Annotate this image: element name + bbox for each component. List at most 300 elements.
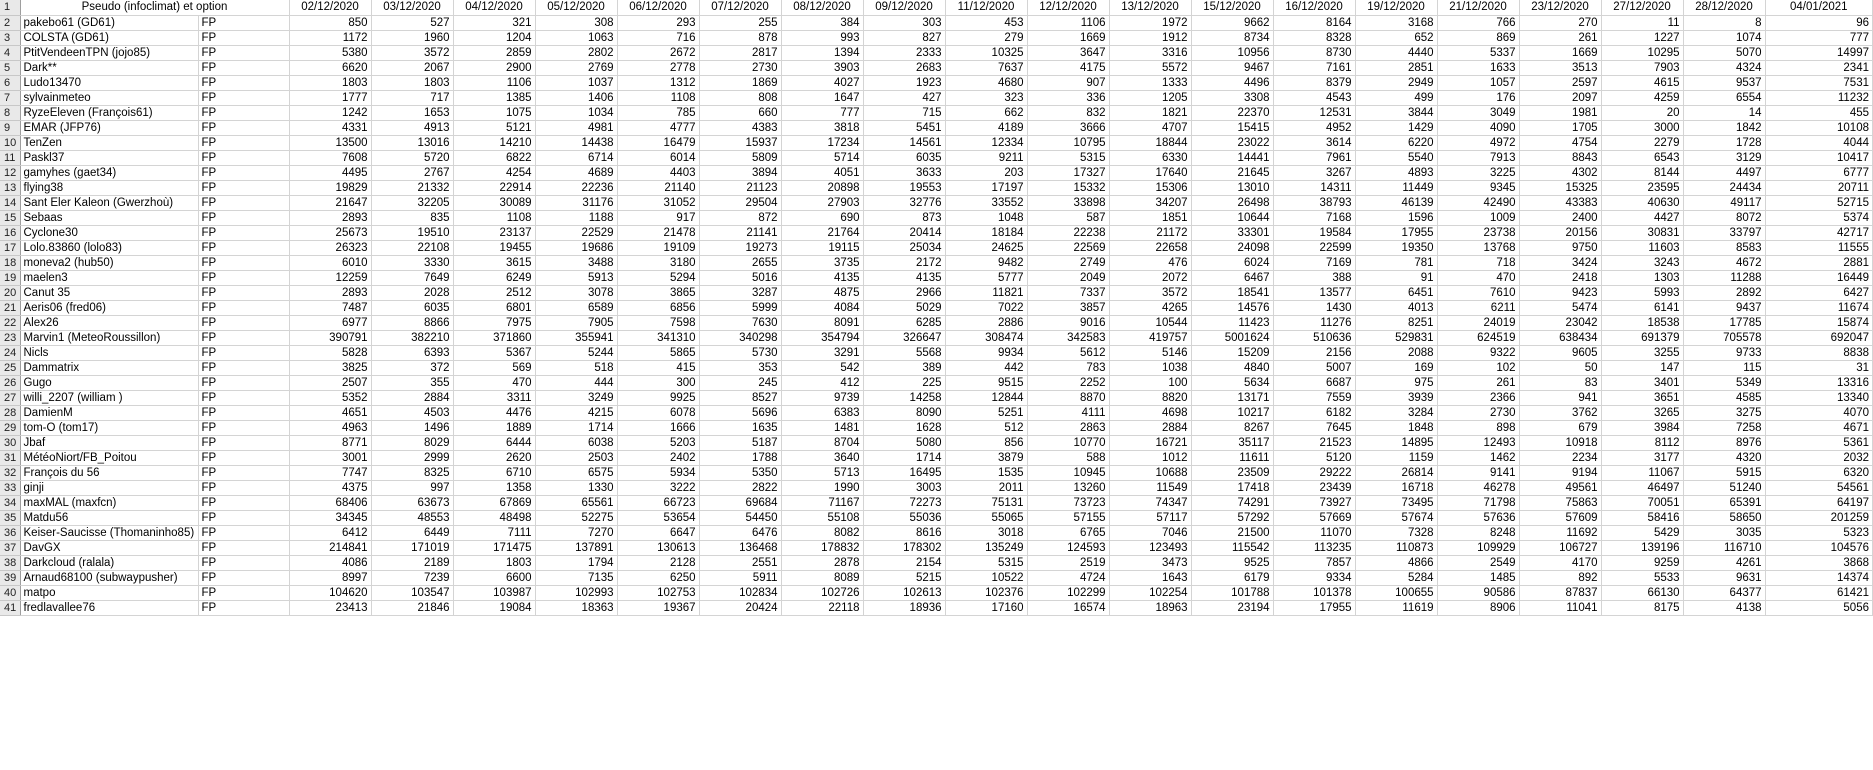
value-cell[interactable]: 1430 bbox=[1273, 300, 1355, 315]
value-cell[interactable]: 1635 bbox=[699, 420, 781, 435]
option-cell[interactable]: FP bbox=[198, 150, 289, 165]
value-cell[interactable]: 4503 bbox=[371, 405, 453, 420]
value-cell[interactable]: 19510 bbox=[371, 225, 453, 240]
pseudo-cell[interactable]: moneva2 (hub50) bbox=[20, 255, 198, 270]
value-cell[interactable]: 14258 bbox=[863, 390, 945, 405]
value-cell[interactable]: 1803 bbox=[289, 75, 371, 90]
value-cell[interactable]: 11423 bbox=[1191, 315, 1273, 330]
value-cell[interactable]: 7608 bbox=[289, 150, 371, 165]
value-cell[interactable]: 5828 bbox=[289, 345, 371, 360]
value-cell[interactable]: 470 bbox=[1437, 270, 1519, 285]
value-cell[interactable]: 5367 bbox=[453, 345, 535, 360]
pseudo-cell[interactable]: maxMAL (maxfcn) bbox=[20, 495, 198, 510]
value-cell[interactable]: 12259 bbox=[289, 270, 371, 285]
value-cell[interactable]: 1705 bbox=[1519, 120, 1601, 135]
value-cell[interactable]: 453 bbox=[945, 15, 1027, 30]
value-cell[interactable]: 2333 bbox=[863, 45, 945, 60]
value-cell[interactable]: 2341 bbox=[1765, 60, 1872, 75]
value-cell[interactable]: 354794 bbox=[781, 330, 863, 345]
value-cell[interactable]: 1330 bbox=[535, 480, 617, 495]
option-cell[interactable]: FP bbox=[198, 30, 289, 45]
value-cell[interactable]: 1106 bbox=[1027, 15, 1109, 30]
value-cell[interactable]: 5315 bbox=[945, 555, 1027, 570]
value-cell[interactable]: 270 bbox=[1519, 15, 1601, 30]
value-cell[interactable]: 3818 bbox=[781, 120, 863, 135]
value-cell[interactable]: 5337 bbox=[1437, 45, 1519, 60]
value-cell[interactable]: 444 bbox=[535, 375, 617, 390]
value-cell[interactable]: 13260 bbox=[1027, 480, 1109, 495]
value-cell[interactable]: 18936 bbox=[863, 600, 945, 615]
header-date-cell[interactable]: 27/12/2020 bbox=[1601, 0, 1683, 15]
value-cell[interactable]: 7598 bbox=[617, 315, 699, 330]
value-cell[interactable]: 102254 bbox=[1109, 585, 1191, 600]
value-cell[interactable]: 624519 bbox=[1437, 330, 1519, 345]
value-cell[interactable]: 1889 bbox=[453, 420, 535, 435]
pseudo-cell[interactable]: Matdu56 bbox=[20, 510, 198, 525]
value-cell[interactable]: 6220 bbox=[1355, 135, 1437, 150]
value-cell[interactable]: 10108 bbox=[1765, 120, 1872, 135]
value-cell[interactable]: 4027 bbox=[781, 75, 863, 90]
value-cell[interactable]: 470 bbox=[453, 375, 535, 390]
value-cell[interactable]: 8328 bbox=[1273, 30, 1355, 45]
value-cell[interactable]: 3894 bbox=[699, 165, 781, 180]
value-cell[interactable]: 5350 bbox=[699, 465, 781, 480]
value-cell[interactable]: 8730 bbox=[1273, 45, 1355, 60]
value-cell[interactable]: 5612 bbox=[1027, 345, 1109, 360]
value-cell[interactable]: 11821 bbox=[945, 285, 1027, 300]
value-cell[interactable]: 32776 bbox=[863, 195, 945, 210]
value-cell[interactable]: 23413 bbox=[289, 600, 371, 615]
value-cell[interactable]: 21141 bbox=[699, 225, 781, 240]
value-cell[interactable]: 23137 bbox=[453, 225, 535, 240]
value-cell[interactable]: 4375 bbox=[289, 480, 371, 495]
pseudo-cell[interactable]: fredlavallee76 bbox=[20, 600, 198, 615]
value-cell[interactable]: 21647 bbox=[289, 195, 371, 210]
value-cell[interactable]: 178832 bbox=[781, 540, 863, 555]
option-cell[interactable]: FP bbox=[198, 435, 289, 450]
value-cell[interactable]: 14441 bbox=[1191, 150, 1273, 165]
pseudo-cell[interactable]: Ludo13470 bbox=[20, 75, 198, 90]
value-cell[interactable]: 33301 bbox=[1191, 225, 1273, 240]
value-cell[interactable]: 389 bbox=[863, 360, 945, 375]
value-cell[interactable]: 43383 bbox=[1519, 195, 1601, 210]
value-cell[interactable]: 2128 bbox=[617, 555, 699, 570]
header-date-cell[interactable]: 21/12/2020 bbox=[1437, 0, 1519, 15]
value-cell[interactable]: 22370 bbox=[1191, 105, 1273, 120]
value-cell[interactable]: 2252 bbox=[1027, 375, 1109, 390]
value-cell[interactable]: 19115 bbox=[781, 240, 863, 255]
value-cell[interactable]: 390791 bbox=[289, 330, 371, 345]
value-cell[interactable]: 2672 bbox=[617, 45, 699, 60]
header-date-cell[interactable]: 09/12/2020 bbox=[863, 0, 945, 15]
value-cell[interactable]: 6078 bbox=[617, 405, 699, 420]
value-cell[interactable]: 3572 bbox=[1109, 285, 1191, 300]
pseudo-cell[interactable]: PtitVendeenTPN (jojo85) bbox=[20, 45, 198, 60]
value-cell[interactable]: 777 bbox=[1765, 30, 1872, 45]
value-cell[interactable]: 5029 bbox=[863, 300, 945, 315]
value-cell[interactable]: 102299 bbox=[1027, 585, 1109, 600]
value-cell[interactable]: 6575 bbox=[535, 465, 617, 480]
value-cell[interactable]: 2072 bbox=[1109, 270, 1191, 285]
value-cell[interactable]: 11692 bbox=[1519, 525, 1601, 540]
value-cell[interactable]: 6710 bbox=[453, 465, 535, 480]
value-cell[interactable]: 8267 bbox=[1191, 420, 1273, 435]
value-cell[interactable]: 3868 bbox=[1765, 555, 1872, 570]
value-cell[interactable]: 201259 bbox=[1765, 510, 1872, 525]
value-cell[interactable]: 22914 bbox=[453, 180, 535, 195]
option-cell[interactable]: FP bbox=[198, 195, 289, 210]
option-cell[interactable]: FP bbox=[198, 165, 289, 180]
value-cell[interactable]: 3311 bbox=[453, 390, 535, 405]
value-cell[interactable]: 8144 bbox=[1601, 165, 1683, 180]
value-cell[interactable]: 5349 bbox=[1683, 375, 1765, 390]
value-cell[interactable]: 872 bbox=[699, 210, 781, 225]
value-cell[interactable]: 1821 bbox=[1109, 105, 1191, 120]
value-cell[interactable]: 53654 bbox=[617, 510, 699, 525]
value-cell[interactable]: 13577 bbox=[1273, 285, 1355, 300]
value-cell[interactable]: 11 bbox=[1601, 15, 1683, 30]
value-cell[interactable]: 6250 bbox=[617, 570, 699, 585]
value-cell[interactable]: 2366 bbox=[1437, 390, 1519, 405]
value-cell[interactable]: 9016 bbox=[1027, 315, 1109, 330]
value-cell[interactable]: 5568 bbox=[863, 345, 945, 360]
value-cell[interactable]: 72273 bbox=[863, 495, 945, 510]
header-date-cell[interactable]: 08/12/2020 bbox=[781, 0, 863, 15]
value-cell[interactable]: 5080 bbox=[863, 435, 945, 450]
value-cell[interactable]: 8 bbox=[1683, 15, 1765, 30]
value-cell[interactable]: 8091 bbox=[781, 315, 863, 330]
value-cell[interactable]: 23595 bbox=[1601, 180, 1683, 195]
value-cell[interactable]: 9482 bbox=[945, 255, 1027, 270]
value-cell[interactable]: 19084 bbox=[453, 600, 535, 615]
value-cell[interactable]: 8997 bbox=[289, 570, 371, 585]
value-cell[interactable]: 7135 bbox=[535, 570, 617, 585]
value-cell[interactable]: 2400 bbox=[1519, 210, 1601, 225]
value-cell[interactable]: 4496 bbox=[1191, 75, 1273, 90]
value-cell[interactable]: 785 bbox=[617, 105, 699, 120]
value-cell[interactable]: 9515 bbox=[945, 375, 1027, 390]
pseudo-cell[interactable]: François du 56 bbox=[20, 465, 198, 480]
value-cell[interactable]: 5572 bbox=[1109, 60, 1191, 75]
value-cell[interactable]: 12844 bbox=[945, 390, 1027, 405]
value-cell[interactable]: 300 bbox=[617, 375, 699, 390]
value-cell[interactable]: 7961 bbox=[1273, 150, 1355, 165]
value-cell[interactable]: 31176 bbox=[535, 195, 617, 210]
value-cell[interactable]: 1012 bbox=[1109, 450, 1191, 465]
value-cell[interactable]: 171475 bbox=[453, 540, 535, 555]
value-cell[interactable]: 22118 bbox=[781, 600, 863, 615]
value-cell[interactable]: 4086 bbox=[289, 555, 371, 570]
value-cell[interactable]: 2886 bbox=[945, 315, 1027, 330]
value-cell[interactable]: 54561 bbox=[1765, 480, 1872, 495]
value-cell[interactable]: 2597 bbox=[1519, 75, 1601, 90]
value-cell[interactable]: 3049 bbox=[1437, 105, 1519, 120]
value-cell[interactable]: 5634 bbox=[1191, 375, 1273, 390]
value-cell[interactable]: 9322 bbox=[1437, 345, 1519, 360]
value-cell[interactable]: 1009 bbox=[1437, 210, 1519, 225]
value-cell[interactable]: 3275 bbox=[1683, 405, 1765, 420]
value-cell[interactable]: 2949 bbox=[1355, 75, 1437, 90]
value-cell[interactable]: 7857 bbox=[1273, 555, 1355, 570]
value-cell[interactable]: 6330 bbox=[1109, 150, 1191, 165]
value-cell[interactable]: 3401 bbox=[1601, 375, 1683, 390]
header-date-cell[interactable]: 12/12/2020 bbox=[1027, 0, 1109, 15]
value-cell[interactable]: 3633 bbox=[863, 165, 945, 180]
value-cell[interactable]: 31052 bbox=[617, 195, 699, 210]
value-cell[interactable]: 1666 bbox=[617, 420, 699, 435]
value-cell[interactable]: 3225 bbox=[1437, 165, 1519, 180]
value-cell[interactable]: 2088 bbox=[1355, 345, 1437, 360]
value-cell[interactable]: 4084 bbox=[781, 300, 863, 315]
pseudo-cell[interactable]: Nicls bbox=[20, 345, 198, 360]
value-cell[interactable]: 6141 bbox=[1601, 300, 1683, 315]
value-cell[interactable]: 16718 bbox=[1355, 480, 1437, 495]
option-cell[interactable]: FP bbox=[198, 405, 289, 420]
value-cell[interactable]: 5016 bbox=[699, 270, 781, 285]
header-date-cell[interactable]: 05/12/2020 bbox=[535, 0, 617, 15]
option-cell[interactable]: FP bbox=[198, 360, 289, 375]
value-cell[interactable]: 4497 bbox=[1683, 165, 1765, 180]
value-cell[interactable]: 3308 bbox=[1191, 90, 1273, 105]
value-cell[interactable]: 11619 bbox=[1355, 600, 1437, 615]
value-cell[interactable]: 27903 bbox=[781, 195, 863, 210]
header-date-cell[interactable]: 16/12/2020 bbox=[1273, 0, 1355, 15]
pseudo-cell[interactable]: Dammatrix bbox=[20, 360, 198, 375]
value-cell[interactable]: 103987 bbox=[453, 585, 535, 600]
value-cell[interactable]: 139196 bbox=[1601, 540, 1683, 555]
value-cell[interactable]: 9605 bbox=[1519, 345, 1601, 360]
value-cell[interactable]: 4427 bbox=[1601, 210, 1683, 225]
value-cell[interactable]: 3018 bbox=[945, 525, 1027, 540]
option-cell[interactable]: FP bbox=[198, 510, 289, 525]
value-cell[interactable]: 5374 bbox=[1765, 210, 1872, 225]
value-cell[interactable]: 18363 bbox=[535, 600, 617, 615]
value-cell[interactable]: 214841 bbox=[289, 540, 371, 555]
value-cell[interactable]: 8029 bbox=[371, 435, 453, 450]
value-cell[interactable]: 1462 bbox=[1437, 450, 1519, 465]
value-cell[interactable]: 1842 bbox=[1683, 120, 1765, 135]
value-cell[interactable]: 1303 bbox=[1601, 270, 1683, 285]
value-cell[interactable]: 4981 bbox=[535, 120, 617, 135]
value-cell[interactable]: 4051 bbox=[781, 165, 863, 180]
value-cell[interactable]: 1188 bbox=[535, 210, 617, 225]
value-cell[interactable]: 171019 bbox=[371, 540, 453, 555]
value-cell[interactable]: 21500 bbox=[1191, 525, 1273, 540]
value-cell[interactable]: 512 bbox=[945, 420, 1027, 435]
value-cell[interactable]: 7337 bbox=[1027, 285, 1109, 300]
value-cell[interactable]: 57117 bbox=[1109, 510, 1191, 525]
value-cell[interactable]: 3735 bbox=[781, 255, 863, 270]
value-cell[interactable]: 49117 bbox=[1683, 195, 1765, 210]
value-cell[interactable]: 3177 bbox=[1601, 450, 1683, 465]
value-cell[interactable]: 24019 bbox=[1437, 315, 1519, 330]
value-cell[interactable]: 4972 bbox=[1437, 135, 1519, 150]
value-cell[interactable]: 2884 bbox=[371, 390, 453, 405]
value-cell[interactable]: 13768 bbox=[1437, 240, 1519, 255]
value-cell[interactable]: 46139 bbox=[1355, 195, 1437, 210]
option-cell[interactable]: FP bbox=[198, 420, 289, 435]
value-cell[interactable]: 527 bbox=[371, 15, 453, 30]
value-cell[interactable]: 718 bbox=[1437, 255, 1519, 270]
option-cell[interactable]: FP bbox=[198, 525, 289, 540]
value-cell[interactable]: 15325 bbox=[1519, 180, 1601, 195]
value-cell[interactable]: 340298 bbox=[699, 330, 781, 345]
value-cell[interactable]: 14895 bbox=[1355, 435, 1437, 450]
pseudo-cell[interactable]: Sant Eler Kaleon (Gwerzhoù) bbox=[20, 195, 198, 210]
value-cell[interactable]: 5284 bbox=[1355, 570, 1437, 585]
value-cell[interactable]: 1728 bbox=[1683, 135, 1765, 150]
pseudo-cell[interactable]: Paskl37 bbox=[20, 150, 198, 165]
value-cell[interactable]: 22236 bbox=[535, 180, 617, 195]
pseudo-cell[interactable]: TenZen bbox=[20, 135, 198, 150]
value-cell[interactable]: 1429 bbox=[1355, 120, 1437, 135]
value-cell[interactable]: 46497 bbox=[1601, 480, 1683, 495]
value-cell[interactable]: 96 bbox=[1765, 15, 1872, 30]
value-cell[interactable]: 19109 bbox=[617, 240, 699, 255]
pseudo-cell[interactable]: Marvin1 (MeteoRoussillon) bbox=[20, 330, 198, 345]
value-cell[interactable]: 3879 bbox=[945, 450, 1027, 465]
value-cell[interactable]: 57669 bbox=[1273, 510, 1355, 525]
pseudo-cell[interactable]: tom-O (tom17) bbox=[20, 420, 198, 435]
value-cell[interactable]: 2863 bbox=[1027, 420, 1109, 435]
pseudo-cell[interactable]: Lolo.83860 (lolo83) bbox=[20, 240, 198, 255]
value-cell[interactable]: 101788 bbox=[1191, 585, 1273, 600]
value-cell[interactable]: 6977 bbox=[289, 315, 371, 330]
value-cell[interactable]: 20711 bbox=[1765, 180, 1872, 195]
value-cell[interactable]: 15332 bbox=[1027, 180, 1109, 195]
value-cell[interactable]: 4707 bbox=[1109, 120, 1191, 135]
value-cell[interactable]: 4324 bbox=[1683, 60, 1765, 75]
value-cell[interactable]: 4866 bbox=[1355, 555, 1437, 570]
value-cell[interactable]: 75131 bbox=[945, 495, 1027, 510]
value-cell[interactable]: 4170 bbox=[1519, 555, 1601, 570]
value-cell[interactable]: 1647 bbox=[781, 90, 863, 105]
value-cell[interactable]: 4651 bbox=[289, 405, 371, 420]
value-cell[interactable]: 21172 bbox=[1109, 225, 1191, 240]
value-cell[interactable]: 18184 bbox=[945, 225, 1027, 240]
value-cell[interactable]: 1851 bbox=[1109, 210, 1191, 225]
option-cell[interactable]: FP bbox=[198, 105, 289, 120]
value-cell[interactable]: 10945 bbox=[1027, 465, 1109, 480]
value-cell[interactable]: 7747 bbox=[289, 465, 371, 480]
pseudo-cell[interactable]: Arnaud68100 (subwaypusher) bbox=[20, 570, 198, 585]
value-cell[interactable]: 419757 bbox=[1109, 330, 1191, 345]
value-cell[interactable]: 13010 bbox=[1191, 180, 1273, 195]
value-cell[interactable]: 442 bbox=[945, 360, 1027, 375]
value-cell[interactable]: 371860 bbox=[453, 330, 535, 345]
value-cell[interactable]: 5244 bbox=[535, 345, 617, 360]
value-cell[interactable]: 1057 bbox=[1437, 75, 1519, 90]
value-cell[interactable]: 5007 bbox=[1273, 360, 1355, 375]
value-cell[interactable]: 388 bbox=[1273, 270, 1355, 285]
value-cell[interactable]: 101378 bbox=[1273, 585, 1355, 600]
value-cell[interactable]: 23439 bbox=[1273, 480, 1355, 495]
pseudo-cell[interactable]: Keiser-Saucisse (Thomaninho85) bbox=[20, 525, 198, 540]
value-cell[interactable]: 1669 bbox=[1519, 45, 1601, 60]
value-cell[interactable]: 203 bbox=[945, 165, 1027, 180]
value-cell[interactable]: 25034 bbox=[863, 240, 945, 255]
option-cell[interactable]: FP bbox=[198, 600, 289, 615]
header-date-cell[interactable]: 03/12/2020 bbox=[371, 0, 453, 15]
value-cell[interactable]: 1485 bbox=[1437, 570, 1519, 585]
value-cell[interactable]: 2822 bbox=[699, 480, 781, 495]
value-cell[interactable]: 46278 bbox=[1437, 480, 1519, 495]
value-cell[interactable]: 1205 bbox=[1109, 90, 1191, 105]
value-cell[interactable]: 7111 bbox=[453, 525, 535, 540]
value-cell[interactable]: 3291 bbox=[781, 345, 863, 360]
value-cell[interactable]: 17160 bbox=[945, 600, 1027, 615]
value-cell[interactable]: 878 bbox=[699, 30, 781, 45]
value-cell[interactable]: 4698 bbox=[1109, 405, 1191, 420]
value-cell[interactable]: 9334 bbox=[1273, 570, 1355, 585]
value-cell[interactable]: 5713 bbox=[781, 465, 863, 480]
value-cell[interactable]: 975 bbox=[1355, 375, 1437, 390]
value-cell[interactable]: 372 bbox=[371, 360, 453, 375]
value-cell[interactable]: 7270 bbox=[535, 525, 617, 540]
value-cell[interactable]: 2234 bbox=[1519, 450, 1601, 465]
value-cell[interactable]: 3903 bbox=[781, 60, 863, 75]
value-cell[interactable]: 588 bbox=[1027, 450, 1109, 465]
value-cell[interactable]: 58416 bbox=[1601, 510, 1683, 525]
value-cell[interactable]: 1394 bbox=[781, 45, 863, 60]
value-cell[interactable]: 104620 bbox=[289, 585, 371, 600]
value-cell[interactable]: 21523 bbox=[1273, 435, 1355, 450]
value-cell[interactable]: 5294 bbox=[617, 270, 699, 285]
value-cell[interactable]: 5696 bbox=[699, 405, 781, 420]
value-cell[interactable]: 14576 bbox=[1191, 300, 1273, 315]
value-cell[interactable]: 102726 bbox=[781, 585, 863, 600]
value-cell[interactable]: 11555 bbox=[1765, 240, 1872, 255]
value-cell[interactable]: 679 bbox=[1519, 420, 1601, 435]
value-cell[interactable]: 917 bbox=[617, 210, 699, 225]
value-cell[interactable]: 8734 bbox=[1191, 30, 1273, 45]
value-cell[interactable]: 4175 bbox=[1027, 60, 1109, 75]
value-cell[interactable]: 4840 bbox=[1191, 360, 1273, 375]
value-cell[interactable]: 455 bbox=[1765, 105, 1872, 120]
value-cell[interactable]: 40630 bbox=[1601, 195, 1683, 210]
value-cell[interactable]: 19455 bbox=[453, 240, 535, 255]
value-cell[interactable]: 8976 bbox=[1683, 435, 1765, 450]
value-cell[interactable]: 14 bbox=[1683, 105, 1765, 120]
value-cell[interactable]: 5056 bbox=[1765, 600, 1872, 615]
value-cell[interactable]: 6714 bbox=[535, 150, 617, 165]
value-cell[interactable]: 2893 bbox=[289, 210, 371, 225]
value-cell[interactable]: 384 bbox=[781, 15, 863, 30]
value-cell[interactable]: 22658 bbox=[1109, 240, 1191, 255]
value-cell[interactable]: 6687 bbox=[1273, 375, 1355, 390]
value-cell[interactable]: 3287 bbox=[699, 285, 781, 300]
value-cell[interactable]: 355 bbox=[371, 375, 453, 390]
value-cell[interactable]: 18538 bbox=[1601, 315, 1683, 330]
value-cell[interactable]: 9259 bbox=[1601, 555, 1683, 570]
value-cell[interactable]: 3647 bbox=[1027, 45, 1109, 60]
option-cell[interactable]: FP bbox=[198, 495, 289, 510]
option-cell[interactable]: FP bbox=[198, 450, 289, 465]
value-cell[interactable]: 2769 bbox=[535, 60, 617, 75]
value-cell[interactable]: 8251 bbox=[1355, 315, 1437, 330]
value-cell[interactable]: 4543 bbox=[1273, 90, 1355, 105]
value-cell[interactable]: 4689 bbox=[535, 165, 617, 180]
value-cell[interactable]: 341310 bbox=[617, 330, 699, 345]
value-cell[interactable]: 2655 bbox=[699, 255, 781, 270]
pseudo-cell[interactable]: Aeris06 (fred06) bbox=[20, 300, 198, 315]
value-cell[interactable]: 2097 bbox=[1519, 90, 1601, 105]
value-cell[interactable]: 116710 bbox=[1683, 540, 1765, 555]
value-cell[interactable]: 4044 bbox=[1765, 135, 1872, 150]
value-cell[interactable]: 26323 bbox=[289, 240, 371, 255]
value-cell[interactable]: 1633 bbox=[1437, 60, 1519, 75]
value-cell[interactable]: 4495 bbox=[289, 165, 371, 180]
